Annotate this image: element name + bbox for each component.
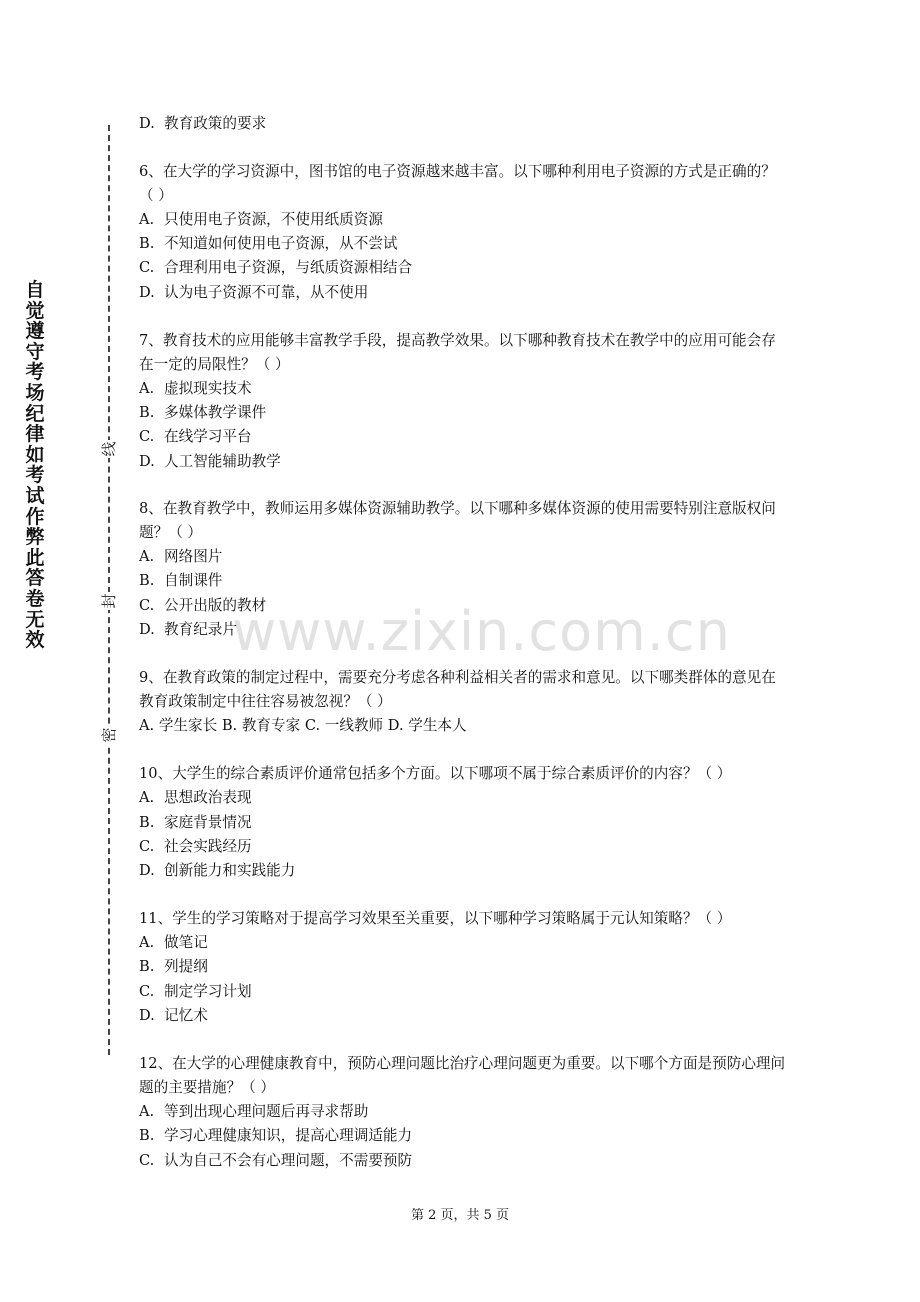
seal-mark-secret: 密 [100, 727, 118, 743]
question-10-option-b: B. 家庭背景情况 [139, 814, 252, 831]
question-12-option-a: A. 等到出现心理问题后再寻求帮助 [139, 1103, 369, 1120]
question-11-option-b: B. 列提纲 [139, 958, 208, 975]
question-11-option-a: A. 做笔记 [139, 934, 208, 951]
question-8-option-d: D. 教育纪录片 [139, 621, 237, 638]
question-11-option-c: C. 制定学习计划 [139, 983, 252, 1000]
question-9-options: A. 学生家长 B. 教育专家 C. 一线教师 D. 学生本人 [139, 717, 467, 734]
question-10-stem: 10、大学生的综合素质评价通常包括多个方面。以下哪项不属于综合素质评价的内容？（ ） [139, 765, 732, 782]
question-9-stem: 9、在教育政策的制定过程中，需要充分考虑各种利益相关者的需求和意见。以下哪类群体的意见在教育政策制定中往往容易被忽视？（ ） [139, 669, 776, 711]
question-10-option-c: C. 社会实践经历 [139, 838, 252, 855]
question-7-stem: 7、教育技术的应用能够丰富教学手段，提高教学效果。以下哪种教育技术在教学中的应用可能会存在一定的局限性？（ ） [139, 332, 776, 374]
question-10-option-a: A. 思想政治表现 [139, 789, 252, 806]
question-8-option-a: A. 网络图片 [139, 548, 223, 565]
exam-discipline-notice: 自觉遵守考场纪律如考试作弊此答卷无效 [25, 279, 45, 652]
question-7-option-c: C. 在线学习平台 [139, 428, 252, 445]
question-6-option-b: B. 不知道如何使用电子资源，从不尝试 [139, 235, 398, 252]
question-6-option-c: C. 合理利用电子资源，与纸质资源相结合 [139, 259, 413, 276]
watermark: www.zixin.com.cn [232, 600, 731, 663]
question-8-option-b: B. 自制课件 [139, 572, 223, 589]
question-11-stem: 11、学生的学习策略对于提高学习效果至关重要，以下哪种学习策略属于元认知策略？（ ） [139, 910, 732, 927]
question-6-option-d: D. 认为电子资源不可靠，从不使用 [139, 284, 369, 301]
question-12-stem: 12、在大学的心理健康教育中，预防心理问题比治疗心理问题更为重要。以下哪个方面是预防心理问题的主要措施？（ ） [139, 1055, 786, 1097]
question-7-option-a: A. 虚拟现实技术 [139, 380, 252, 397]
question-7-option-b: B. 多媒体教学课件 [139, 404, 267, 421]
seal-dashed-line [108, 125, 110, 1055]
question-8-option-c: C. 公开出版的教材 [139, 597, 267, 614]
question-11-option-d: D. 记忆术 [139, 1007, 208, 1024]
question-12-option-b: B. 学习心理健康知识，提高心理调适能力 [139, 1127, 413, 1144]
question-6-stem: 6、在大学的学习资源中，图书馆的电子资源越来越丰富。以下哪种利用电子资源的方式是正确的？（ ） [139, 163, 776, 205]
page-number: 第 2 页，共 5 页 [410, 1208, 510, 1223]
option-d: D. 教育政策的要求 [139, 115, 267, 132]
question-8-stem: 8、在教育教学中，教师运用多媒体资源辅助教学。以下哪种多媒体资源的使用需要特别注意版权问题？（ ） [139, 500, 776, 542]
seal-mark-line: 线 [100, 441, 118, 457]
seal-mark-seal: 封 [100, 593, 118, 609]
question-10-option-d: D. 创新能力和实践能力 [139, 862, 296, 879]
question-12-option-c: C. 认为自己不会有心理问题，不需要预防 [139, 1152, 413, 1169]
question-7-option-d: D. 人工智能辅助教学 [139, 453, 281, 470]
question-6-option-a: A. 只使用电子资源，不使用纸质资源 [139, 211, 383, 228]
